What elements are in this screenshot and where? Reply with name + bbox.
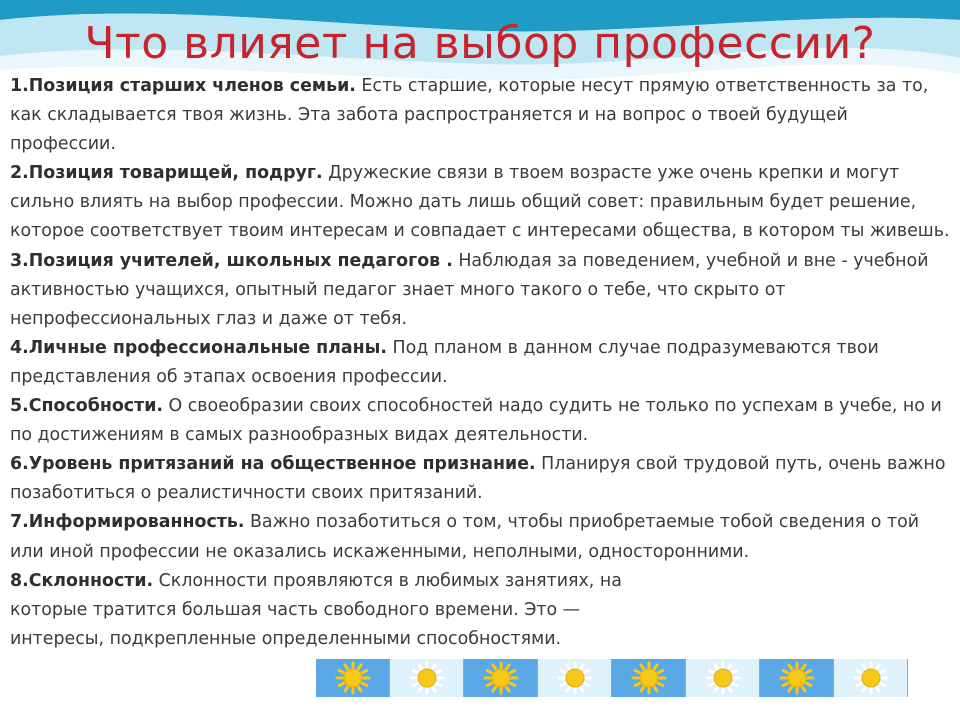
list-item <box>10 450 952 508</box>
sun-decoration-strip <box>316 659 908 697</box>
item-text: Под планом в данном случае подразумеваются твои представления об этапах освоения профессии. <box>10 337 879 387</box>
item-number: 6. <box>10 454 29 475</box>
factors-list <box>10 72 952 654</box>
list-item <box>10 508 952 566</box>
item-heading: Уровень притязаний на общественное признание. <box>28 454 536 475</box>
item-text: Дружеские связи в твоем возрасте уже очень крепки и могут сильно влиять на выбор профессии. Можно дать лишь общий совет: правильным будет решение, которое соответствует твоим интересам и совпадает с интересами общества, в котором ты живешь. <box>10 163 950 242</box>
list-item <box>10 334 952 392</box>
item-number: 1. <box>10 76 29 96</box>
item-heading: Личные профессиональные планы. <box>28 337 388 358</box>
sun-tile <box>834 659 908 697</box>
sun-tile <box>760 659 834 697</box>
sun-tile <box>464 659 538 697</box>
item-text: Важно позаботиться о том, чтобы приобретаемые тобой сведения о той или иной профессии не оказались искаженными, неполными, односторонними. <box>10 512 920 562</box>
sun-tile <box>612 659 686 697</box>
item-number: 2. <box>10 163 29 184</box>
item-heading: Позиция учителей, школьных педагогов . <box>28 250 453 271</box>
item-number: 5. <box>10 396 29 417</box>
sun-icon <box>700 661 746 695</box>
list-item <box>10 567 952 654</box>
item-text: О своеобразии своих способностей надо судить не только по успехам в учебе, но и по достижениям в самых разнообразных видах деятельности. <box>10 396 942 446</box>
sun-icon <box>626 661 672 695</box>
item-text: Планируя свой трудовой путь, очень важно позаботиться о реалистичности своих притязаний. <box>10 454 946 504</box>
sun-tile <box>538 659 612 697</box>
sun-icon <box>478 661 524 695</box>
item-text: Склонности проявляются в любимых занятиях, на которые тратится большая часть свободного времени. Это — интересы, подкрепленные определенными способностями. <box>10 570 622 649</box>
item-number: 3. <box>10 250 29 271</box>
slide-title: Что влияет на выбор профессии? <box>84 18 876 69</box>
sun-icon <box>404 661 450 695</box>
sun-tile <box>316 659 390 697</box>
sun-icon <box>774 661 820 695</box>
list-item <box>10 392 952 450</box>
item-text: Наблюдая за поведением, учебной и вне - учебной активностью учащихся, опытный педагог знает много такого о тебе, что скрыто от непрофессиональных глаз и даже от тебя. <box>10 250 929 329</box>
item-number: 7. <box>10 512 29 533</box>
sun-icon <box>330 661 376 695</box>
item-heading: Способности. <box>28 396 163 417</box>
item-heading: Позиция старших членов семьи. <box>28 76 356 96</box>
sun-icon <box>552 661 598 695</box>
list-item <box>10 159 952 246</box>
item-heading: Склонности. <box>28 570 154 591</box>
sun-tile <box>686 659 760 697</box>
item-number: 8. <box>10 570 29 591</box>
item-number: 4. <box>10 337 29 358</box>
sun-tile <box>390 659 464 697</box>
item-text: Есть старшие, которые несут прямую ответственность за то, как складывается твоя жизнь. Эта забота распространяется и на вопрос о твоей будущей профессии. <box>10 76 929 155</box>
sun-icon <box>848 661 894 695</box>
list-item <box>10 72 952 159</box>
list-item <box>10 247 952 334</box>
item-heading: Позиция товарищей, подруг. <box>28 163 323 184</box>
item-heading: Информированность. <box>28 512 245 533</box>
